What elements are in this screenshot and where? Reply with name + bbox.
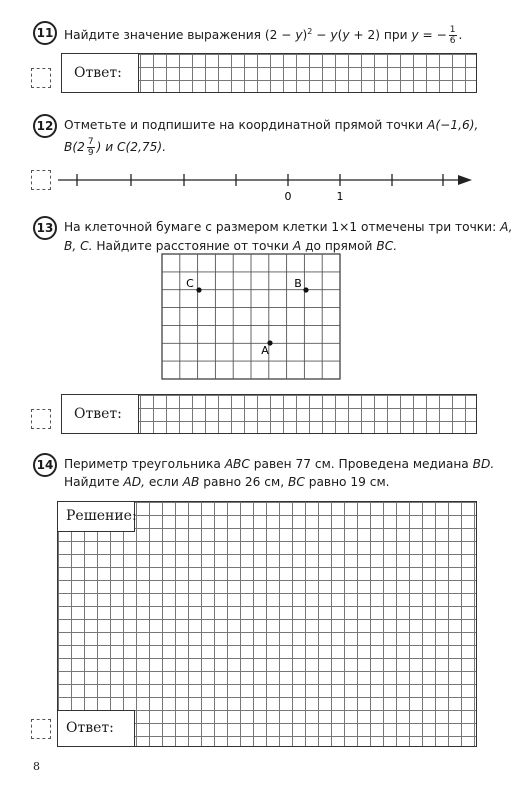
task-13-number: 13	[33, 216, 57, 240]
task-13-line-1: На клеточной бумаге с размером клетки 1×1 отмечены три точки: A,	[64, 220, 513, 234]
task-14-number: 14	[33, 453, 57, 477]
task-14-solution-grid[interactable]	[57, 501, 477, 747]
point-c	[196, 287, 201, 292]
task-12-number: 12	[33, 114, 57, 138]
coordinate-line[interactable]	[56, 168, 476, 208]
answer-label-14: Ответ:	[58, 710, 135, 746]
point-a-label: A	[261, 344, 269, 357]
answer-label-11: Ответ:	[62, 54, 139, 92]
point-b	[303, 287, 308, 292]
task-13-answer-grid[interactable]	[61, 394, 477, 434]
task-14-mark-box[interactable]	[31, 719, 51, 739]
task-12-line-2: B(2 $\frac{7}{9}$ ) и C(2,75).	[64, 137, 167, 158]
axis-label-zero: 0	[284, 190, 292, 203]
task-13-mark-box[interactable]	[31, 409, 51, 429]
task-14-line-2: Найдите AD, если AB равно 26 см, BC равно 19 см.	[64, 475, 390, 489]
point-b-label: B	[294, 277, 302, 290]
task-12-mark-box[interactable]	[31, 170, 51, 190]
fraction-one-sixth: $\frac{1}{6}$	[449, 25, 456, 47]
answer-label-13: Ответ:	[62, 395, 139, 433]
task-11-mark-box[interactable]	[31, 68, 51, 88]
task-12-line-1: Отметьте и подпишите на координатной прямой точки A(−1,6),	[64, 118, 479, 132]
checkered-paper-figure	[162, 254, 342, 382]
task-11-text: Найдите значение выражения $(2 - y)^2 - y(y + 2)$ при y = − $\frac{1}{6}$ .	[64, 25, 463, 47]
axis-label-one: 1	[336, 190, 344, 203]
task-11-number: 11	[33, 21, 57, 45]
task-14-line-1: Периметр треугольника ABC равен 77 см. Проведена медиана BD.	[64, 457, 495, 471]
task-13-line-2: B, C. Найдите расстояние от точки A до прямой BC.	[64, 239, 398, 253]
solution-label: Решение:	[58, 502, 135, 532]
point-c-label: C	[186, 277, 194, 290]
task-11-answer-grid[interactable]	[61, 53, 477, 93]
page-number: 8	[33, 760, 40, 773]
